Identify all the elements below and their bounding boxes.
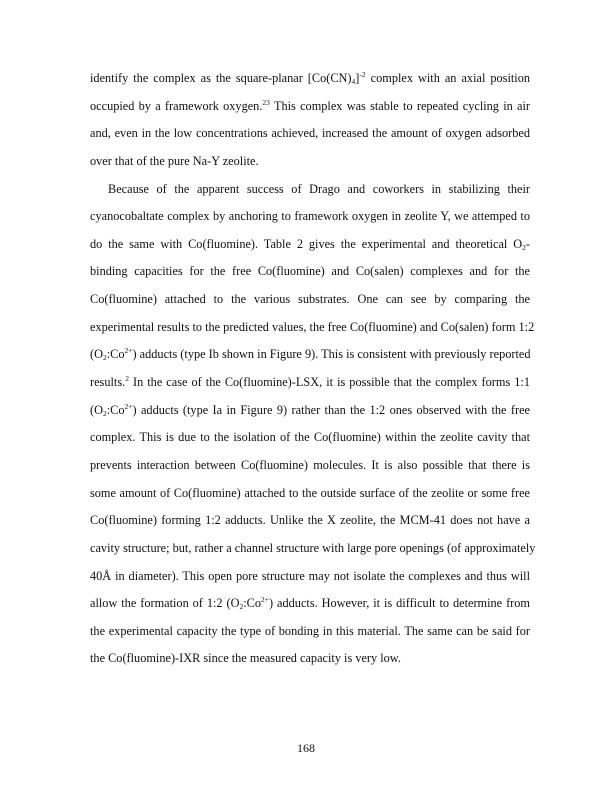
text-run: :Co [106,347,125,362]
text-line [90,622,530,650]
text-line [90,649,530,677]
text-run: complex with an axial position [365,71,530,85]
text-run: Co(fluomine) attached to the various substrates. One can see by comparing the [90,292,530,307]
superscript: 23 [262,97,270,107]
text-line [90,152,530,180]
text-line [90,567,530,595]
text-line [90,428,530,456]
text-run: Co(fluomine) forming 1:2 adducts. Unlike the X zeolite, the MCM-41 does not have a [90,513,530,528]
text-run: - [525,236,530,251]
text-run: ] [355,71,360,85]
text-line [90,262,530,290]
paragraph [90,69,530,180]
text-run: ) adducts (type Ib shown in Figure 9). This is consistent with previously reported [132,347,531,362]
text-run: This complex was stable to repeated cycling in air [269,98,531,113]
text-run: experimental results to the predicted values, the free Co(fluomine) and Co(salen) form 1:2 [90,319,535,334]
text-line [90,124,530,152]
text-line [90,180,530,208]
text-line [90,401,530,429]
superscript: 2+ [261,595,269,605]
text-run: results. [90,375,126,390]
text-line [90,235,530,263]
text-run: over that of the pure Na-Y zeolite. [90,153,259,168]
text-run: cavity structure; but, rather a channel structure with large pore openings (of approximately [90,540,536,555]
text-line [90,484,530,512]
subscript: 2 [239,602,244,612]
text-run: do the same with Co(fluomine). Table 2 gives the experimental and theoretical O [90,236,523,251]
text-run: :Co [106,402,125,417]
body-text [90,69,536,677]
paragraph [90,180,536,678]
text-line [90,594,530,622]
text-run: the experimental capacity the type of bonding in this material. The same can be said for [90,623,530,638]
superscript: 2 [125,374,129,384]
text-run: some amount of Co(fluomine) attached to the outside surface of the zeolite or some free [90,485,530,500]
text-line [90,69,530,97]
text-line [90,97,530,125]
text-line [90,456,530,484]
text-run: :Co [243,596,262,611]
text-run: Because of the apparent success of Drago and coworkers in stabilizing their [108,181,530,196]
text-line [90,207,530,235]
text-run: cyanocobaltate complex by anchoring to framework oxygen in zeolite Y, we attemped to [90,209,530,224]
text-run: allow the formation of 1:2 (O [90,596,240,611]
text-run: 40Å in diameter). This open pore structure may not isolate the complexes and thus will [90,568,530,583]
text-line [90,290,530,318]
text-run: ) adducts. However, it is difficult to determine from [269,596,530,611]
subscript: 2 [102,353,107,363]
text-run: identify the complex as the square-planar [Co(CN) [90,71,352,85]
text-run: binding capacities for the free Co(fluomine) and Co(salen) complexes and for the [90,264,530,279]
text-line [90,511,530,539]
text-run: In the case of the Co(fluomine)-LSX, it is possible that the complex forms 1:1 [128,375,530,390]
page-number: 168 [297,741,315,755]
text-run: occupied by a framework oxygen. [90,98,263,113]
text-line [90,373,530,401]
text-run: complex. This is due to the isolation of the Co(fluomine) within the zeolite cavity that [90,430,530,445]
text-run: ) adducts (type Ia in Figure 9) rather than the 1:2 ones observed with the free [132,402,530,417]
text-run: prevents interaction between Co(fluomine) molecules. It is also possible that there is [90,457,530,472]
text-run: (O [90,402,103,417]
subscript: 2 [102,408,107,418]
superscript: -2 [359,70,366,79]
superscript: 2+ [124,401,133,411]
text-run: and, even in the low concentrations achieved, increased the amount of oxygen adsorbed [90,126,530,141]
text-run: the Co(fluomine)-IXR since the measured capacity is very low. [90,651,401,666]
superscript: 2+ [124,346,133,356]
subscript: 2 [522,242,526,252]
text-line [90,318,535,346]
text-run: (O [90,347,103,362]
text-line [90,345,530,373]
text-line [90,539,536,567]
subscript: 4 [351,77,356,86]
